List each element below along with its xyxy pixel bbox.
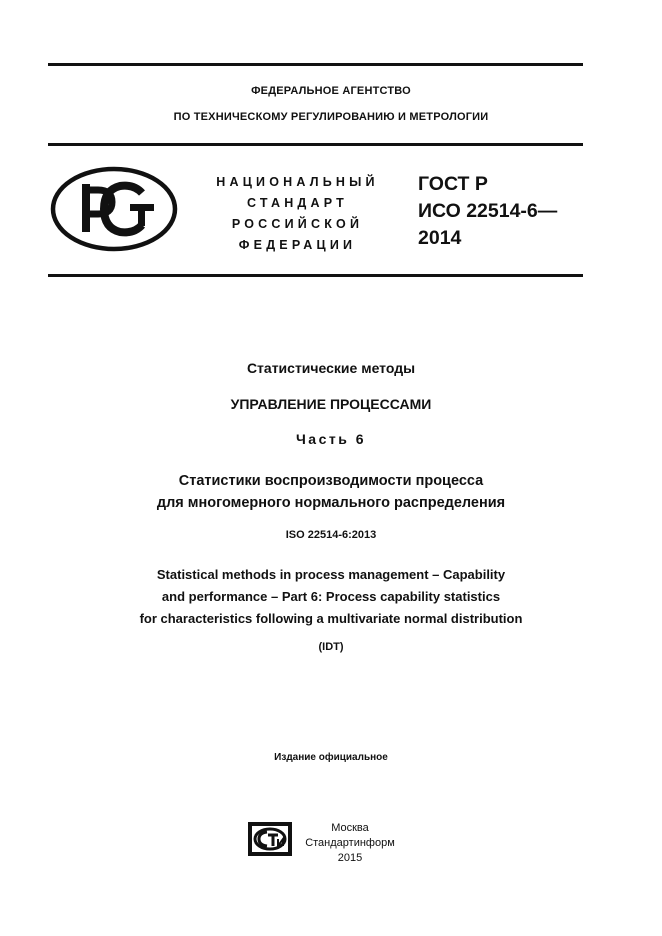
national-line-4: ФЕДЕРАЦИИ: [238, 238, 357, 252]
national-line-3: РОССИЙСКОЙ: [231, 217, 364, 231]
national-line-2: СТАНДАРТ: [247, 196, 348, 210]
iso-reference: ISO 22514-6:2013: [285, 529, 377, 541]
agency-line-2: ПО ТЕХНИЧЕСКОМУ РЕГУЛИРОВАНИЮ И МЕТРОЛОГИИ: [173, 111, 489, 123]
national-line-1: НАЦИОНАЛЬНЫЙ: [216, 175, 379, 189]
standard-designation: [418, 171, 557, 252]
national-standard-block: [205, 172, 390, 256]
designation-line-3: 2014: [418, 227, 462, 249]
english-line-3: for characteristics following a multivariate normal distribution: [139, 611, 523, 626]
subtitle-line-1: Статистики воспроизводимости процесса: [178, 473, 484, 489]
rst-logo-icon: [50, 166, 178, 252]
imprint: [300, 821, 400, 866]
imprint-publisher: Стандартинформ: [305, 837, 395, 849]
standartinform-logo-icon: [248, 822, 292, 856]
designation-line-2: ИСО 22514-6—: [418, 200, 558, 222]
designation-line-1: ГОСТ Р: [418, 173, 488, 195]
title-line-1: Статистические методы: [246, 360, 416, 376]
english-title: [0, 564, 662, 630]
title-line-2: УПРАВЛЕНИЕ ПРОЦЕССАМИ: [230, 396, 432, 412]
english-line-1: Statistical methods in process management – Capability: [156, 567, 506, 582]
english-line-2: and performance – Part 6: Process capability statistics: [161, 589, 501, 604]
header-rule: [48, 143, 583, 146]
top-rule: [48, 63, 583, 66]
agency-line-1: ФЕДЕРАЛЬНОЕ АГЕНТСТВО: [251, 85, 411, 97]
subtitle-line-2: для многомерного нормального распределения: [156, 495, 506, 511]
imprint-year: 2015: [337, 852, 363, 864]
imprint-city: Москва: [331, 822, 369, 834]
idt-label: (IDT): [318, 641, 344, 653]
part-label: Часть 6: [295, 431, 367, 447]
edition-label: Издание официальное: [274, 752, 388, 763]
block-rule: [48, 274, 583, 277]
